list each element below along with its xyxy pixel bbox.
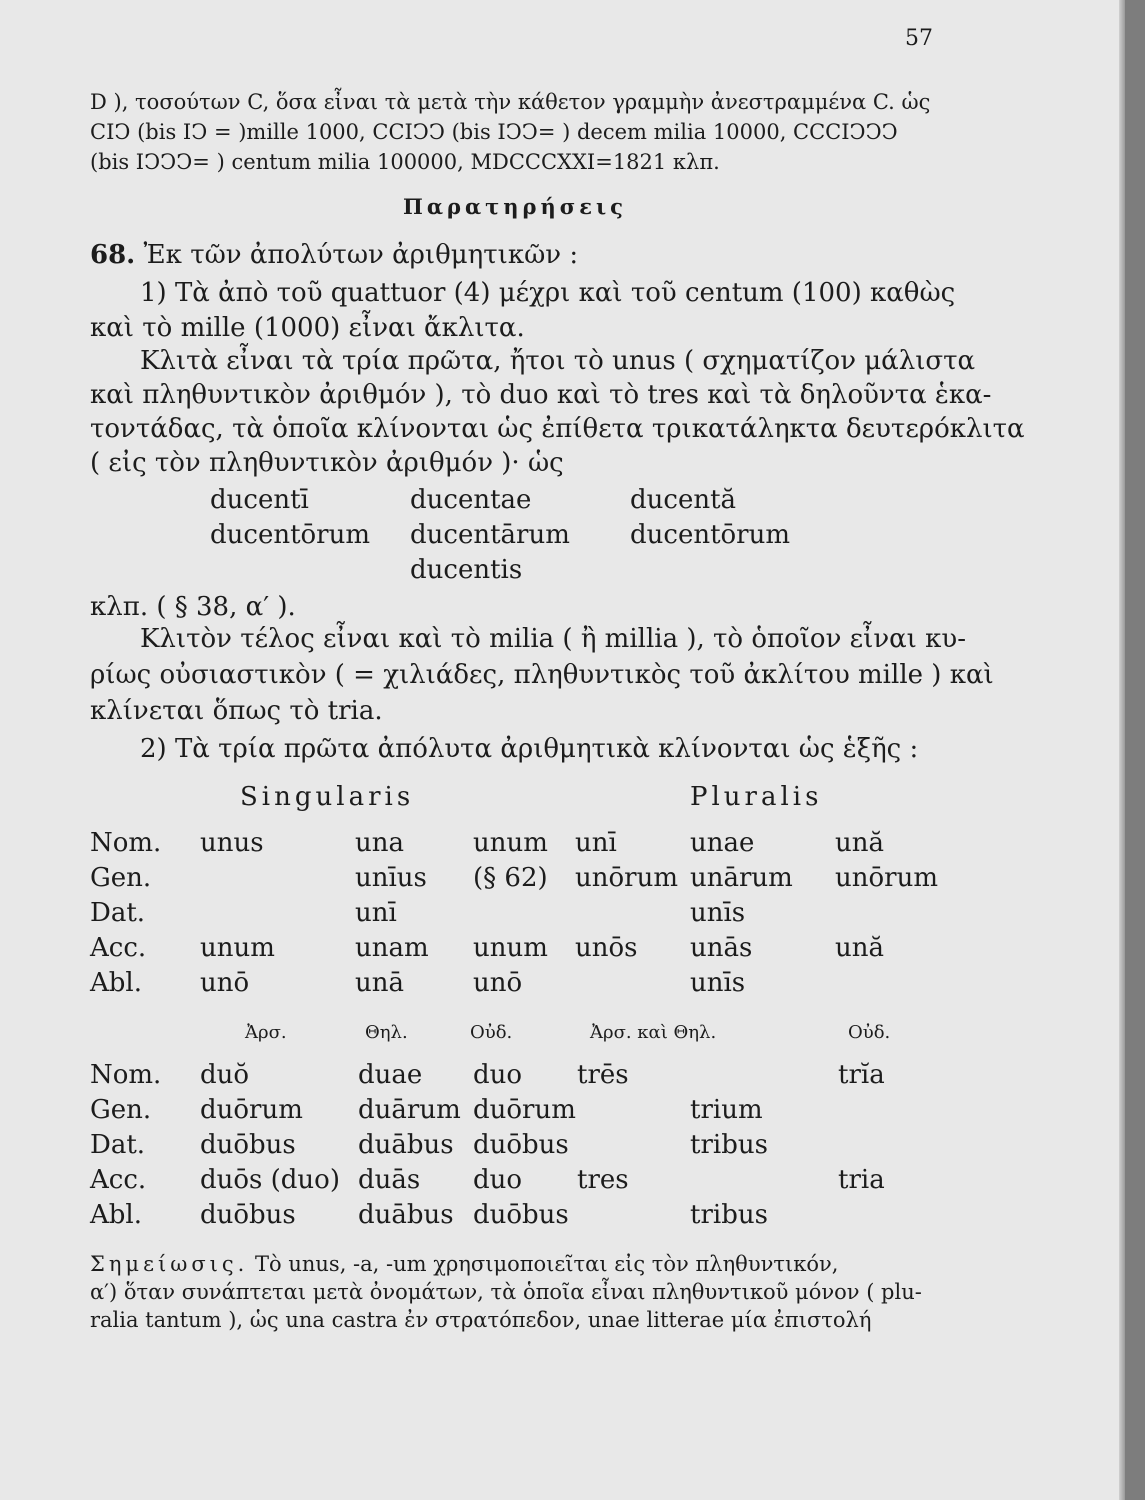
case-label: Abl.	[90, 1200, 142, 1230]
gender-header: Οὐδ.	[470, 1022, 513, 1043]
table-cell: unum	[473, 933, 548, 963]
table-cell: duābus	[358, 1200, 454, 1230]
table-cell: duābus	[358, 1130, 454, 1160]
table-cell: unī	[575, 828, 617, 858]
text-line: CIↃ (bis IↃ = )mille 1000, CCIↃↃ (bis IↃↃ= ) decem milia 10000, CCCIↃↃↃ	[90, 120, 898, 144]
table-cell: duārum	[358, 1095, 461, 1125]
section-title: Ἐκ τῶν ἀπολύτων ἀριθμητικῶν :	[143, 240, 579, 270]
note-label: Σημείωσις.	[90, 1252, 249, 1276]
case-label: Nom.	[90, 1060, 162, 1090]
note-text: Τὸ unus, -a, -um χρησιμοποιεῖται εἰς τὸν πληθυντικόν,	[255, 1252, 839, 1276]
table-cell: duōbus	[200, 1130, 296, 1160]
example-word: ducentōrum	[210, 520, 371, 550]
table-cell: unōrum	[835, 863, 938, 893]
table-cell: duōbus	[200, 1200, 296, 1230]
table-cell: unōs	[575, 933, 638, 963]
note-line: ralia tantum ), ὡς una castra ἐν στρατόπεδον, unae litterae μία ἐπιστολή	[90, 1308, 872, 1332]
case-label: Gen.	[90, 863, 152, 893]
table-cell: duās	[358, 1165, 421, 1195]
text-line: Κλιτὸν τέλος εἶναι καὶ τὸ milia ( ἢ millia ), τὸ ὁποῖον εἶναι κυ-	[140, 624, 966, 654]
singular-label: Singularis	[240, 782, 415, 812]
table-cell: duo	[473, 1060, 523, 1090]
example-word: ducentōrum	[630, 520, 791, 550]
case-label: Acc.	[90, 933, 147, 963]
table-cell: unōrum	[575, 863, 678, 893]
gender-header: Ἀρσ. καὶ Θηλ.	[590, 1022, 717, 1043]
table-cell: unīus	[355, 863, 427, 893]
example-word: ducentis	[410, 555, 523, 585]
table-cell: unā	[355, 968, 404, 998]
table-cell: unae	[690, 828, 755, 858]
table-cell: duōrum	[473, 1095, 576, 1125]
plural-label: Pluralis	[690, 782, 823, 812]
case-label: Nom.	[90, 828, 162, 858]
text-line: (bis IↃↃↃ= ) centum milia 100000, MDCCCXXI=1821 κλπ.	[90, 150, 720, 174]
text-line: καὶ τὸ mille (1000) εἶναι ἄκλιτα.	[90, 313, 525, 343]
table-cell: unī	[355, 898, 397, 928]
section-title-line	[90, 240, 940, 270]
table-cell: duo	[473, 1165, 523, 1195]
text-line: τοντάδας, τὰ ὁποῖα κλίνονται ὡς ἐπίθετα τρικατάληκτα δευτερόκλιτα	[90, 414, 1025, 444]
text-line: ρίως οὐσιαστικὸν ( = χιλιάδες, πληθυντικὸς τοῦ ἀκλίτου mille ) καὶ	[90, 660, 994, 690]
table-cell: unum	[473, 828, 548, 858]
table-cell: unās	[690, 933, 753, 963]
table-cell: unum	[200, 933, 275, 963]
case-label: Abl.	[90, 968, 142, 998]
example-word: ducentī	[210, 485, 309, 515]
table-cell: unam	[355, 933, 429, 963]
table-cell: unus	[200, 828, 264, 858]
gender-header: Οὐδ.	[848, 1022, 891, 1043]
table-cell: una	[355, 828, 404, 858]
table-cell: tribus	[690, 1130, 768, 1160]
table-cell: unō	[200, 968, 250, 998]
section-number: 68.	[90, 240, 136, 270]
table-cell: duōbus	[473, 1200, 569, 1230]
page-number: 57	[905, 26, 933, 51]
table-cell: duōs (duo)	[200, 1165, 340, 1195]
case-label: Acc.	[90, 1165, 147, 1195]
text-line: Κλιτὰ εἶναι τὰ τρία πρῶτα, ἤτοι τὸ unus ( σχηματίζον μάλιστα	[140, 346, 976, 376]
text-line: D ), τοσούτων C, ὅσα εἶναι τὰ μετὰ τὴν κάθετον γραμμὴν ἀνεστραμμένα C. ὡς	[90, 90, 931, 114]
table-cell: ună	[835, 828, 884, 858]
text-line: 2) Τὰ τρία πρῶτα ἀπόλυτα ἀριθμητικὰ κλίνονται ὡς ἑξῆς :	[140, 734, 919, 764]
table-cell: ună	[835, 933, 884, 963]
table-cell: trium	[690, 1095, 763, 1125]
case-label: Dat.	[90, 898, 146, 928]
table-cell: unārum	[690, 863, 793, 893]
note-line	[90, 1252, 940, 1276]
note-line: α′) ὅταν συνάπτεται μετὰ ὀνομάτων, τὰ ὁποῖα εἶναι πληθυντικοῦ μόνον ( plu-	[90, 1280, 922, 1304]
section-heading: Παρατηρήσεις	[403, 194, 627, 219]
table-cell: unīs	[690, 898, 746, 928]
text-line: ( εἰς τὸν πληθυντικὸν ἀριθμόν )· ὡς	[90, 448, 564, 478]
reference-line: κλπ. ( § 38, α′ ).	[90, 592, 296, 622]
table-cell: unīs	[690, 968, 746, 998]
example-word: ducentārum	[410, 520, 570, 550]
table-cell: duae	[358, 1060, 423, 1090]
gender-header: Ἀρσ.	[245, 1022, 287, 1043]
example-word: ducentă	[630, 485, 737, 515]
text-line: καὶ πληθυντικὸν ἀριθμόν ), τὸ duo καὶ τὸ tres καὶ τὰ δηλοῦντα ἑκα-	[90, 380, 992, 410]
table-cell: tres	[577, 1165, 629, 1195]
case-label: Gen.	[90, 1095, 152, 1125]
text-line: κλίνεται ὅπως τὸ tria.	[90, 696, 383, 726]
example-word: ducentae	[410, 485, 532, 515]
table-cell: duōbus	[473, 1130, 569, 1160]
case-label: Dat.	[90, 1130, 146, 1160]
table-cell: (§ 62)	[473, 863, 548, 893]
table-cell: duōrum	[200, 1095, 303, 1125]
table-cell: trēs	[577, 1060, 629, 1090]
table-cell: unō	[473, 968, 523, 998]
gender-header: Θηλ.	[365, 1022, 408, 1043]
table-cell: duŏ	[200, 1060, 250, 1090]
text-line: 1) Τὰ ἀπὸ τοῦ quattuor (4) μέχρι καὶ τοῦ centum (100) καθὼς	[140, 278, 956, 308]
table-cell: tribus	[690, 1200, 768, 1230]
table-cell: tria	[838, 1165, 885, 1195]
table-cell: trĭa	[838, 1060, 885, 1090]
